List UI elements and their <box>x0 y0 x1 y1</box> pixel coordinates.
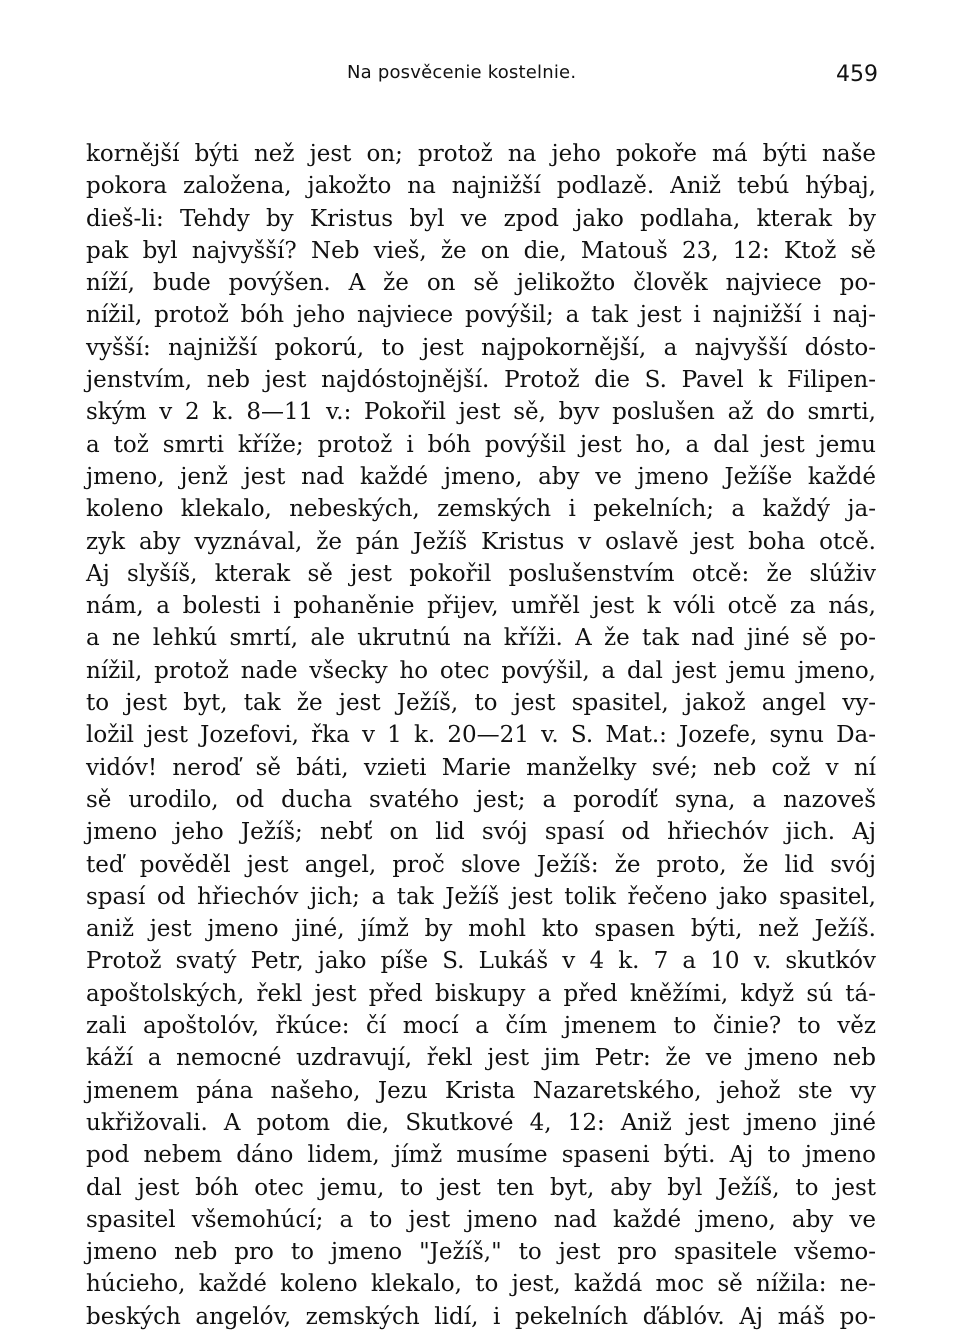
text-line: jmeno neb pro to jmeno "Ježíš," to jest pro spasitele všemo- <box>86 1239 876 1266</box>
text-line: jmeno, jenž jest nad každé jmeno, aby ve jmeno Ježíše každé <box>86 463 876 490</box>
text-line: teď pověděl jest angel, proč slove Ježíš: že proto, že lid svój <box>86 851 876 878</box>
text-line: a ne lehkú smrtí, ale ukrutnú na kříži. A že tak nad jiné sě po- <box>86 625 876 652</box>
text-line: ukřižovali. A potom die, Skutkové 4, 12: Aniž jest jmeno jiné <box>86 1109 876 1136</box>
text-line: jmenem pána našeho, Jezu Krista Nazaretského, jehož ste vy <box>86 1077 876 1104</box>
text-line: pak byl najvyšší? Neb vieš, že on die, Matouš 23, 12: Ktož sě <box>86 237 876 264</box>
body-text <box>86 138 876 1333</box>
text-line: jmeno jeho Ježíš; nebť on lid svój spasí od hřiechóv jich. Aj <box>86 819 876 846</box>
text-line: spasí od hřiechóv jich; a tak Ježíš jest tolik řečeno jako spasitel, <box>86 883 876 910</box>
text-line: beských angelóv, zemských lidí, i pekelních ďáblóv. Aj máš po- <box>86 1303 876 1330</box>
text-line: vyšší: najnižší pokorú, to jest najpokornější, a najvyšší dósto- <box>86 334 876 361</box>
text-line: zali apoštolóv, řkúce: čí mocí a čím jmenem to činie? to věz <box>86 1013 876 1040</box>
text-line: húcieho, každé koleno klekalo, to jest, každá moc sě nížila: ne- <box>86 1271 876 1298</box>
text-line: nížil, protož nade všecky ho otec povýšil, a dal jest jemu jmeno, <box>86 657 876 684</box>
text-line: nám, a bolesti i pohaněnie přijev, umřěl jest k vóli otcě za nás, <box>86 593 876 620</box>
text-line: níží, bude povýšen. A že on sě jelikožto člověk najviece po- <box>86 270 876 297</box>
text-line: sě urodilo, od ducha svatého jest; a porodíť syna, a nazoveš <box>86 786 876 813</box>
running-head: Na posvěcenie kostelnie. <box>347 62 577 83</box>
text-line: pod nebem dáno lidem, jímž musíme spaseni býti. Aj to jmeno <box>86 1142 876 1169</box>
text-line: koleno klekalo, nebeských, zemských i pekelních; a každý ja- <box>86 496 876 523</box>
text-line: vidóv! neroď sě báti, vzieti Marie manželky své; neb což v ní <box>86 754 876 781</box>
text-line: apoštolských, řekl jest před biskupy a před kněžími, když sú tá- <box>86 980 876 1007</box>
text-line: a tož smrti kříže; protož i bóh povýšil jest ho, a dal jest jemu <box>86 431 876 458</box>
text-line: Protož svatý Petr, jako píše S. Lukáš v 4 k. 7 a 10 v. skutkóv <box>86 948 876 975</box>
text-line: dal jest bóh otec jemu, to jest ten byt, aby byl Ježíš, to jest <box>86 1174 876 1201</box>
text-line: jenstvím, neb jest najdóstojnější. Protož die S. Pavel k Filipen- <box>86 367 876 394</box>
text-line: aniž jest jmeno jiné, jímž by mohl kto spasen býti, než Ježíš. <box>86 916 876 943</box>
text-line: káží a nemocné uzdravují, řekl jest jim Petr: že ve jmeno neb <box>86 1045 876 1072</box>
text-line: pokora založena, jakožto na najnižší podlazě. Aniž tebú hýbaj, <box>86 173 876 200</box>
text-line: Aj slyšíš, kterak sě jest pokořil poslušenstvím otcě: že slúživ <box>86 560 876 587</box>
text-line: nížil, protož bóh jeho najviece povýšil; a tak jest i najnižší i naj- <box>86 302 876 329</box>
text-line: dieš-li: Tehdy by Kristus byl ve zpod jako podlaha, kterak by <box>86 205 876 232</box>
page-number: 459 <box>836 62 878 87</box>
text-line: kornější býti než jest on; protož na jeho pokoře má býti naše <box>86 141 876 167</box>
text-line: zyk aby vyznával, že pán Ježíš Kristus v oslavě jest boha otcě. <box>86 528 876 555</box>
text-line: ložil jest Jozefovi, řka v 1 k. 20—21 v. S. Mat.: Jozefe, synu Da- <box>86 722 876 749</box>
text-line: to jest byt, tak že jest Ježíš, to jest spasitel, jakož angel vy- <box>86 690 876 717</box>
text-line: spasitel všemohúcí; a to jest jmeno nad každé jmeno, aby ve <box>86 1206 876 1233</box>
text-line: ským v 2 k. 8—11 v.: Pokořil jest sě, byv poslušen až do smrti, <box>86 399 876 426</box>
